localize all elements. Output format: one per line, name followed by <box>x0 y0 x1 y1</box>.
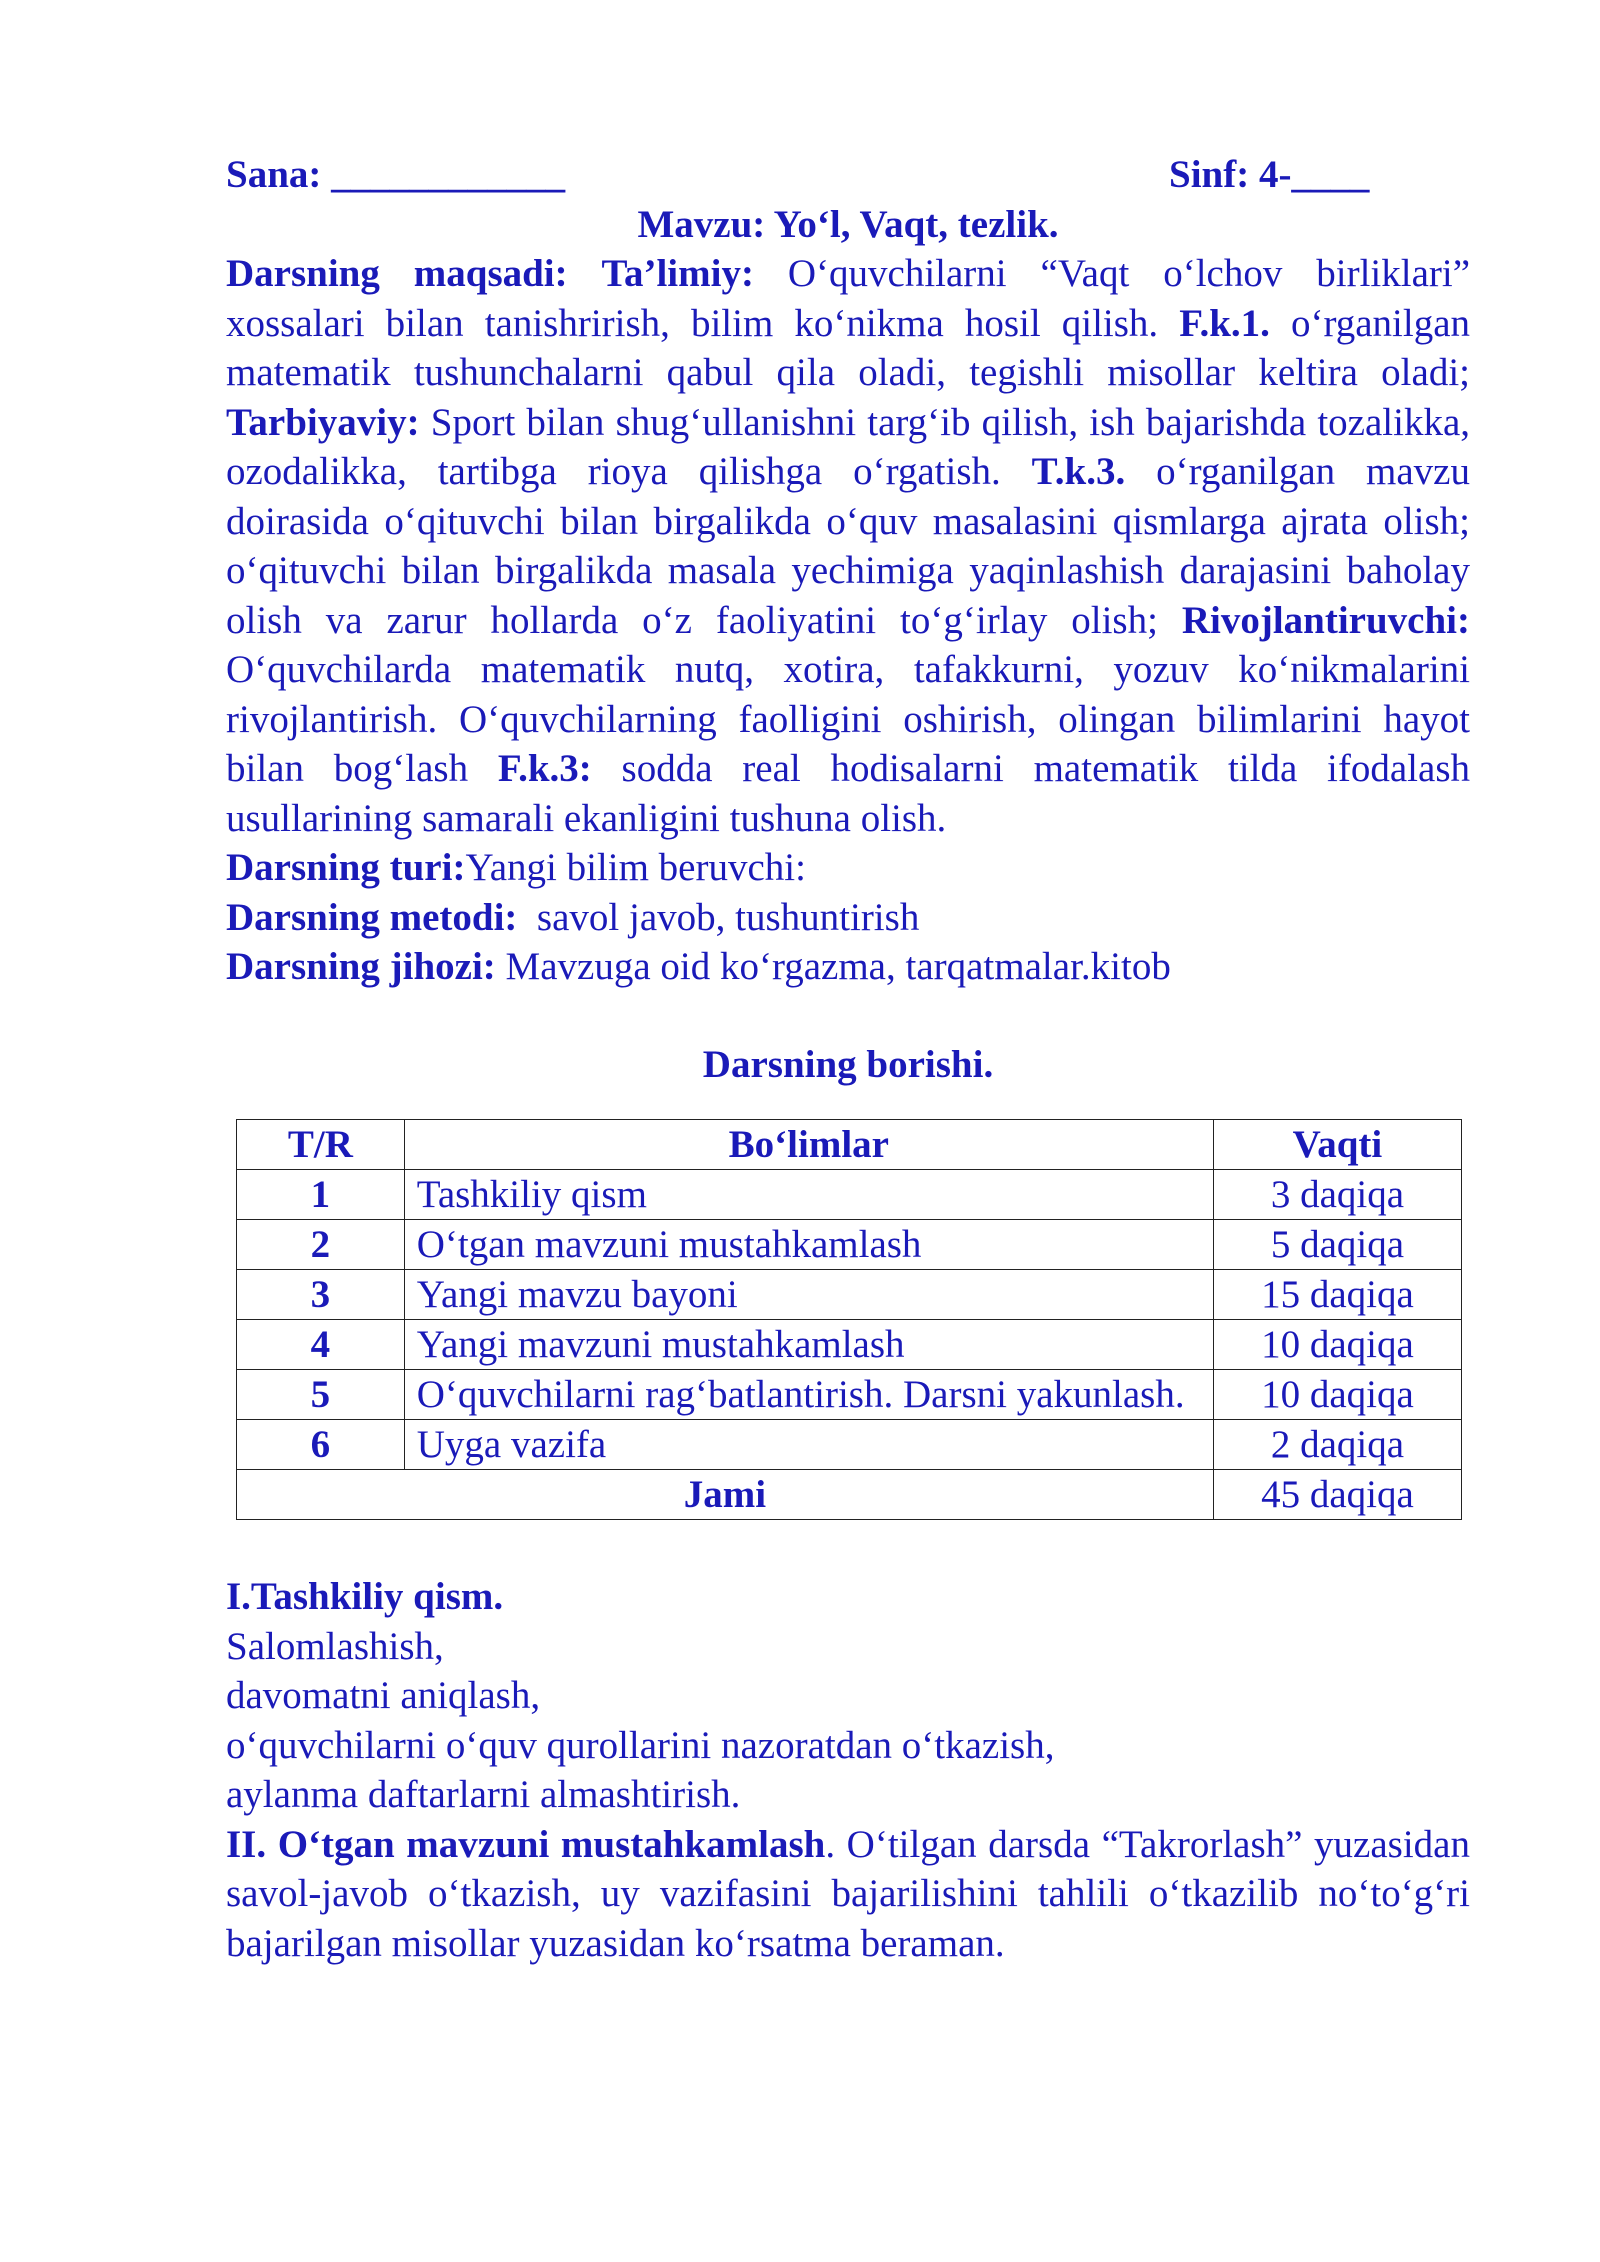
row-section: Yangi mavzu bayoni <box>404 1270 1213 1320</box>
lesson-equipment <box>226 942 1470 992</box>
section-review <box>226 1820 1470 1969</box>
section2-text: . O‘tilgan darsda “Takrorlash” yuzasidan savol-javob o‘tkazish, uy vazifasini bajarilishini tahlili o‘tkazilib no‘to‘g‘ri bajarilgan misollar yuzasidan ko‘rsatma beraman. <box>226 1822 1470 1965</box>
type-value: Yangi bilim beruvchi: <box>465 846 806 889</box>
fk1-text: o‘rganilgan matematik tushunchalarni qabul qila oladi, tegishli misollar keltira oladi; <box>226 301 1471 394</box>
row-time: 10 daqiqa <box>1213 1370 1461 1420</box>
class-label: Sinf: 4-____ <box>1169 153 1370 196</box>
lesson-goals <box>226 249 1470 843</box>
lesson-type <box>226 843 1470 893</box>
method-value: savol javob, tushuntirish <box>536 895 920 939</box>
section1-heading: I.Tashkiliy qism. <box>226 1575 504 1618</box>
row-section: Yangi mavzuni mustahkamlash <box>404 1320 1213 1370</box>
lesson-title: Mavzu: Yo‘l, Vaqt, tezlik. <box>637 202 1059 246</box>
lesson-progress-heading: Darsning borishi. <box>702 1042 994 1086</box>
table-row <box>237 1320 1462 1370</box>
lesson-method <box>226 893 1470 943</box>
table-row <box>237 1420 1462 1470</box>
tk3-label: T.k.3. <box>1031 450 1126 493</box>
table-row <box>237 1170 1462 1220</box>
rivoj-text: O‘quvchilarda matematik nutq, xotira, tafakkurni, yozuv ko‘nikmalarini rivojlantirish. O‘quvchilarning faolligini oshirish, olingan bilimlarini hayot bilan bog‘lash <box>226 648 1470 790</box>
talimiy-label: Ta’limiy: <box>601 252 754 295</box>
row-number: 2 <box>237 1220 405 1270</box>
table-header-cell: T/R <box>237 1120 405 1170</box>
row-number: 5 <box>237 1370 405 1420</box>
tk3-text: o‘rganilgan mavzu doirasida o‘qituvchi bilan birgalikda o‘quv masalasini qismlarga ajrata olish; o‘qituvchi bilan birgalikda masala yechimiga yaqinlashish darajasini baholay olish va zarur hollarda o‘z faoliyatini to‘g‘irlay olish; <box>226 450 1470 642</box>
row-time: 2 daqiqa <box>1213 1420 1461 1470</box>
equipment-value: Mavzuga oid ko‘rgazma, tarqatmalar.kitob <box>505 945 1171 988</box>
rivoj-label: Rivojlantiruvchi: <box>1181 598 1470 642</box>
fk3-label: F.k.3: <box>497 747 592 790</box>
row-number: 3 <box>237 1270 405 1320</box>
table-header-row <box>237 1120 1462 1170</box>
row-time: 5 daqiqa <box>1213 1220 1461 1270</box>
table-total-row <box>237 1470 1462 1520</box>
row-section: Uyga vazifa <box>404 1420 1213 1470</box>
method-label: Darsning metodi: <box>226 895 518 939</box>
lesson-plan-table <box>236 1119 1462 1520</box>
list-item: davomatni aniqlash, <box>226 1674 541 1717</box>
document-content <box>226 150 1470 1968</box>
date-label: Sana: ____________ <box>226 153 566 196</box>
row-number: 6 <box>237 1420 405 1470</box>
table-header-cell: Bo‘limlar <box>404 1120 1213 1170</box>
fk1-label: F.k.1. <box>1179 301 1270 345</box>
table-row <box>237 1270 1462 1320</box>
row-time: 15 daqiqa <box>1213 1270 1461 1320</box>
type-label: Darsning turi: <box>226 846 466 889</box>
total-label: Jami <box>237 1470 1214 1520</box>
tarbiyaviy-text: Sport bilan shug‘ullanishni targ‘ib qilish, ish bajarishda tozalikka, ozodalikka, tartibga rioya qilishga o‘rgatish. <box>226 400 1471 493</box>
section2-heading: II. O‘tgan mavzuni mustahkamlash <box>226 1822 826 1866</box>
goals-label: Darsning maqsadi: <box>226 252 568 295</box>
total-time: 45 daqiqa <box>1213 1470 1461 1520</box>
list-item: aylanma daftarlarni almashtirish. <box>226 1773 741 1816</box>
row-section: O‘quvchilarni rag‘batlantirish. Darsni yakunlash. <box>404 1370 1213 1420</box>
fk3-text: sodda real hodisalarni matematik tilda ifodalash usullarining samarali ekanligini tushuna olish. <box>226 747 1471 840</box>
list-item: o‘quvchilarni o‘quv qurollarini nazoratdan o‘tkazish, <box>226 1723 1055 1767</box>
table-row <box>237 1220 1462 1270</box>
table-row <box>237 1370 1462 1420</box>
list-item: Salomlashish, <box>226 1624 444 1668</box>
table-header-cell: Vaqti <box>1213 1120 1461 1170</box>
talimiy-text: O‘quvchilarni “Vaqt o‘lchov birliklari” xossalari bilan tanishrirish, bilim ko‘nikma hosil qilish. <box>226 252 1471 345</box>
section-organizational <box>226 1572 1470 1820</box>
tarbiyaviy-label: Tarbiyaviy: <box>226 400 420 444</box>
row-number: 1 <box>237 1170 405 1220</box>
row-section: O‘tgan mavzuni mustahkamlash <box>404 1220 1213 1270</box>
row-number: 4 <box>237 1320 405 1370</box>
row-time: 10 daqiqa <box>1213 1320 1461 1370</box>
header-row <box>226 150 1470 200</box>
equipment-label: Darsning jihozi: <box>226 945 496 988</box>
row-section: Tashkiliy qism <box>404 1170 1213 1220</box>
row-time: 3 daqiqa <box>1213 1170 1461 1220</box>
